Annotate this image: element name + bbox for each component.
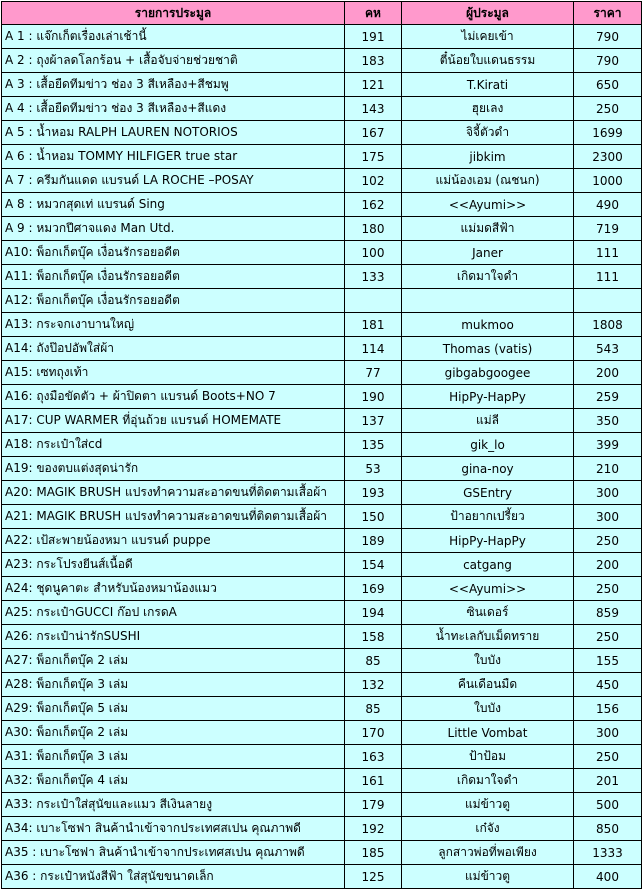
bidder-cell: ซินเดอร์	[402, 601, 574, 625]
item-cell: A18: กระเป๋าใส่cd	[2, 433, 345, 457]
price-cell: 250	[574, 745, 642, 769]
table-row	[2, 457, 642, 481]
bidder-cell: Thomas (vatis)	[402, 337, 574, 361]
price-cell: 790	[574, 25, 642, 49]
item-cell: A30: พ็อกเก็ตบุ๊ค 2 เล่ม	[2, 721, 345, 745]
number-cell: 85	[345, 697, 402, 721]
number-cell: 162	[345, 193, 402, 217]
table-row	[2, 241, 642, 265]
item-cell: A12: พ็อกเก็ตบุ๊ค เงื่อนรักรอยอดีต	[2, 289, 345, 313]
bidder-cell: gik_lo	[402, 433, 574, 457]
price-cell	[574, 289, 642, 313]
table-row	[2, 73, 642, 97]
table-row	[2, 577, 642, 601]
item-cell: A24: ชุดนูคาตะ สำหรับน้องหมาน้องแมว	[2, 577, 345, 601]
price-cell: 450	[574, 673, 642, 697]
header-price: ราคา	[574, 2, 642, 25]
number-cell: 135	[345, 433, 402, 457]
item-cell: A17: CUP WARMER ที่อุ่นถ้วย แบรนด์ HOMEMATE	[2, 409, 345, 433]
price-cell: 300	[574, 721, 642, 745]
item-cell: A23: กระโปรงยีนส์เนื้อดี	[2, 553, 345, 577]
table-row	[2, 697, 642, 721]
item-cell: A22: เป้สะพายน้องหมา แบรนด์ puppe	[2, 529, 345, 553]
number-cell: 137	[345, 409, 402, 433]
item-cell: A 2 : ถุงผ้าลดโลกร้อน + เสื้อจับจ่ายช่วยชาติ	[2, 49, 345, 73]
price-cell: 719	[574, 217, 642, 241]
bidder-cell: ป้าป้อม	[402, 745, 574, 769]
price-cell: 200	[574, 361, 642, 385]
bidder-cell: T.Kirati	[402, 73, 574, 97]
table-row	[2, 169, 642, 193]
table-row	[2, 865, 642, 889]
bidder-cell: GSEntry	[402, 481, 574, 505]
number-cell: 170	[345, 721, 402, 745]
table-row	[2, 793, 642, 817]
auction-results-table	[1, 1, 642, 889]
bidder-cell: ลูกสาวพ่อที่พอเพียง	[402, 841, 574, 865]
bidder-cell: gibgabgoogee	[402, 361, 574, 385]
price-cell: 201	[574, 769, 642, 793]
bidder-cell: เก๋จัง	[402, 817, 574, 841]
price-cell: 111	[574, 265, 642, 289]
price-cell: 400	[574, 865, 642, 889]
table-row	[2, 481, 642, 505]
bidder-cell: <<Ayumi>>	[402, 193, 574, 217]
number-cell: 150	[345, 505, 402, 529]
table-row	[2, 145, 642, 169]
item-cell: A27: พ็อกเก็ตบุ๊ค 2 เล่ม	[2, 649, 345, 673]
table-row	[2, 745, 642, 769]
table-row	[2, 121, 642, 145]
price-cell: 200	[574, 553, 642, 577]
bidder-cell: ใบบัง	[402, 649, 574, 673]
item-cell: A36 : กระเป๋าหนังสีฟ้า ใส่สุนัขขนาดเล็ก	[2, 865, 345, 889]
number-cell: 169	[345, 577, 402, 601]
bidder-cell	[402, 289, 574, 313]
table-row	[2, 817, 642, 841]
price-cell: 490	[574, 193, 642, 217]
table-row	[2, 25, 642, 49]
table-row	[2, 649, 642, 673]
item-cell: A34: เบาะโซฟา สินค้านำเข้าจากประเทศสเปน คุณภาพดี	[2, 817, 345, 841]
number-cell: 181	[345, 313, 402, 337]
item-cell: A16: ถุงมือขัดตัว + ผ้าปิดตา แบรนด์ Boots+NO 7	[2, 385, 345, 409]
bidder-cell: น้ำทะเลกับเม็ดทราย	[402, 625, 574, 649]
table-row	[2, 337, 642, 361]
bidder-cell: ฮุยเลง	[402, 97, 574, 121]
price-cell: 259	[574, 385, 642, 409]
number-cell: 100	[345, 241, 402, 265]
price-cell: 1808	[574, 313, 642, 337]
table-row	[2, 841, 642, 865]
number-cell: 154	[345, 553, 402, 577]
price-cell: 300	[574, 505, 642, 529]
item-cell: A25: กระเป๋าGUCCI ก๊อป เกรดA	[2, 601, 345, 625]
bidder-cell: <<Ayumi>>	[402, 577, 574, 601]
price-cell: 111	[574, 241, 642, 265]
table-row	[2, 265, 642, 289]
number-cell: 193	[345, 481, 402, 505]
table-row	[2, 673, 642, 697]
number-cell: 183	[345, 49, 402, 73]
bidder-cell: ใบบัง	[402, 697, 574, 721]
bidder-cell: mukmoo	[402, 313, 574, 337]
bidder-cell: เกิดมาใจดำ	[402, 265, 574, 289]
table-row	[2, 289, 642, 313]
number-cell	[345, 289, 402, 313]
number-cell: 132	[345, 673, 402, 697]
price-cell: 250	[574, 577, 642, 601]
table-row	[2, 385, 642, 409]
number-cell: 179	[345, 793, 402, 817]
price-cell: 250	[574, 97, 642, 121]
number-cell: 189	[345, 529, 402, 553]
bidder-cell: คืนเดือนมืด	[402, 673, 574, 697]
item-cell: A29: พ็อกเก็ตบุ๊ค 5 เล่ม	[2, 697, 345, 721]
price-cell: 155	[574, 649, 642, 673]
item-cell: A19: ของตบแต่งสุดน่ารัก	[2, 457, 345, 481]
bidder-cell: แม่น้องเอม (ณชนก)	[402, 169, 574, 193]
item-cell: A 8 : หมวกสุดเท่ แบรนด์ Sing	[2, 193, 345, 217]
bidder-cell: HipPy-HapPy	[402, 385, 574, 409]
number-cell: 125	[345, 865, 402, 889]
price-cell: 543	[574, 337, 642, 361]
number-cell: 175	[345, 145, 402, 169]
table-row	[2, 193, 642, 217]
price-cell: 399	[574, 433, 642, 457]
item-cell: A 9 : หมวกปีศาจแดง Man Utd.	[2, 217, 345, 241]
number-cell: 114	[345, 337, 402, 361]
number-cell: 190	[345, 385, 402, 409]
table-row	[2, 529, 642, 553]
number-cell: 158	[345, 625, 402, 649]
bidder-cell: เกิดมาใจดำ	[402, 769, 574, 793]
table-row	[2, 505, 642, 529]
table-row	[2, 721, 642, 745]
item-cell: A33: กระเป๋าใส่สุนัขและแมว สีเงินลายงู	[2, 793, 345, 817]
number-cell: 194	[345, 601, 402, 625]
item-cell: A10: พ็อกเก็ตบุ๊ค เงื่อนรักรอยอดีต	[2, 241, 345, 265]
table-body	[2, 25, 642, 889]
bidder-cell: Janer	[402, 241, 574, 265]
price-cell: 300	[574, 481, 642, 505]
number-cell: 53	[345, 457, 402, 481]
number-cell: 85	[345, 649, 402, 673]
table-row	[2, 217, 642, 241]
item-cell: A15: เซทถุงเท้า	[2, 361, 345, 385]
bidder-cell: HipPy-HapPy	[402, 529, 574, 553]
table-row	[2, 49, 642, 73]
item-cell: A 7 : ครีมกันแดด แบรนด์ LA ROCHE –POSAY	[2, 169, 345, 193]
number-cell: 185	[345, 841, 402, 865]
table-row	[2, 625, 642, 649]
header-bidder: ผู้ประมูล	[402, 2, 574, 25]
item-cell: A35 : เบาะโซฟา สินค้านำเข้าจากประเทศสเปน คุณภาพดี	[2, 841, 345, 865]
price-cell: 350	[574, 409, 642, 433]
price-cell: 250	[574, 625, 642, 649]
item-cell: A 4 : เสื้อยืดทีมข่าว ช่อง 3 สีเหลือง+สีแดง	[2, 97, 345, 121]
item-cell: A26: กระเป๋าน่ารักSUSHI	[2, 625, 345, 649]
bidder-cell: แม่มดสีฟ้า	[402, 217, 574, 241]
number-cell: 163	[345, 745, 402, 769]
header-row	[2, 2, 642, 25]
item-cell: A14: ถังป๊อปอัพใส่ผ้า	[2, 337, 345, 361]
number-cell: 77	[345, 361, 402, 385]
price-cell: 2300	[574, 145, 642, 169]
bidder-cell: ตี๋น้อยใบแดนธรรม	[402, 49, 574, 73]
number-cell: 133	[345, 265, 402, 289]
price-cell: 500	[574, 793, 642, 817]
item-cell: A28: พ็อกเก็ตบุ๊ค 3 เล่ม	[2, 673, 345, 697]
bidder-cell: ป้าอยากเปรี้ยว	[402, 505, 574, 529]
header-number: คห	[345, 2, 402, 25]
bidder-cell: แม่ข้าวตู	[402, 865, 574, 889]
price-cell: 250	[574, 529, 642, 553]
number-cell: 121	[345, 73, 402, 97]
item-cell: A 3 : เสื้อยืดทีมข่าว ช่อง 3 สีเหลือง+สีชมพู	[2, 73, 345, 97]
header-item: รายการประมูล	[2, 2, 345, 25]
number-cell: 102	[345, 169, 402, 193]
table-row	[2, 433, 642, 457]
table-row	[2, 553, 642, 577]
item-cell: A 6 : น้ำหอม TOMMY HILFIGER true star	[2, 145, 345, 169]
price-cell: 1000	[574, 169, 642, 193]
table-row	[2, 313, 642, 337]
price-cell: 790	[574, 49, 642, 73]
bidder-cell: จิจี้ตัวดำ	[402, 121, 574, 145]
item-cell: A11: พ็อกเก็ตบุ๊ค เงื่อนรักรอยอดีต	[2, 265, 345, 289]
number-cell: 161	[345, 769, 402, 793]
item-cell: A 1 : แจ๊กเก็ตเรื่องเล่าเช้านี้	[2, 25, 345, 49]
bidder-cell: gina-noy	[402, 457, 574, 481]
bidder-cell: Little Vombat	[402, 721, 574, 745]
price-cell: 850	[574, 817, 642, 841]
price-cell: 1333	[574, 841, 642, 865]
price-cell: 156	[574, 697, 642, 721]
item-cell: A21: MAGIK BRUSH แปรงทำความสะอาดขนที่ติดตามเสื้อผ้า	[2, 505, 345, 529]
bidder-cell: jibkim	[402, 145, 574, 169]
price-cell: 859	[574, 601, 642, 625]
item-cell: A 5 : น้ำหอม RALPH LAUREN NOTORIOS	[2, 121, 345, 145]
number-cell: 167	[345, 121, 402, 145]
number-cell: 191	[345, 25, 402, 49]
table-row	[2, 361, 642, 385]
price-cell: 1699	[574, 121, 642, 145]
number-cell: 192	[345, 817, 402, 841]
table-row	[2, 601, 642, 625]
bidder-cell: ไม่เคยเข้า	[402, 25, 574, 49]
bidder-cell: แม่ข้าวตู	[402, 793, 574, 817]
number-cell: 180	[345, 217, 402, 241]
bidder-cell: catgang	[402, 553, 574, 577]
price-cell: 210	[574, 457, 642, 481]
table-row	[2, 769, 642, 793]
price-cell: 650	[574, 73, 642, 97]
item-cell: A32: พ็อกเก็ตบุ๊ค 4 เล่ม	[2, 769, 345, 793]
item-cell: A20: MAGIK BRUSH แปรงทำความสะอาดขนที่ติดตามเสื้อผ้า	[2, 481, 345, 505]
table-row	[2, 409, 642, 433]
item-cell: A13: กระจกเงาบานใหญ่	[2, 313, 345, 337]
bidder-cell: แม่ลี	[402, 409, 574, 433]
number-cell: 143	[345, 97, 402, 121]
item-cell: A31: พ็อกเก็ตบุ๊ค 3 เล่ม	[2, 745, 345, 769]
table-row	[2, 97, 642, 121]
